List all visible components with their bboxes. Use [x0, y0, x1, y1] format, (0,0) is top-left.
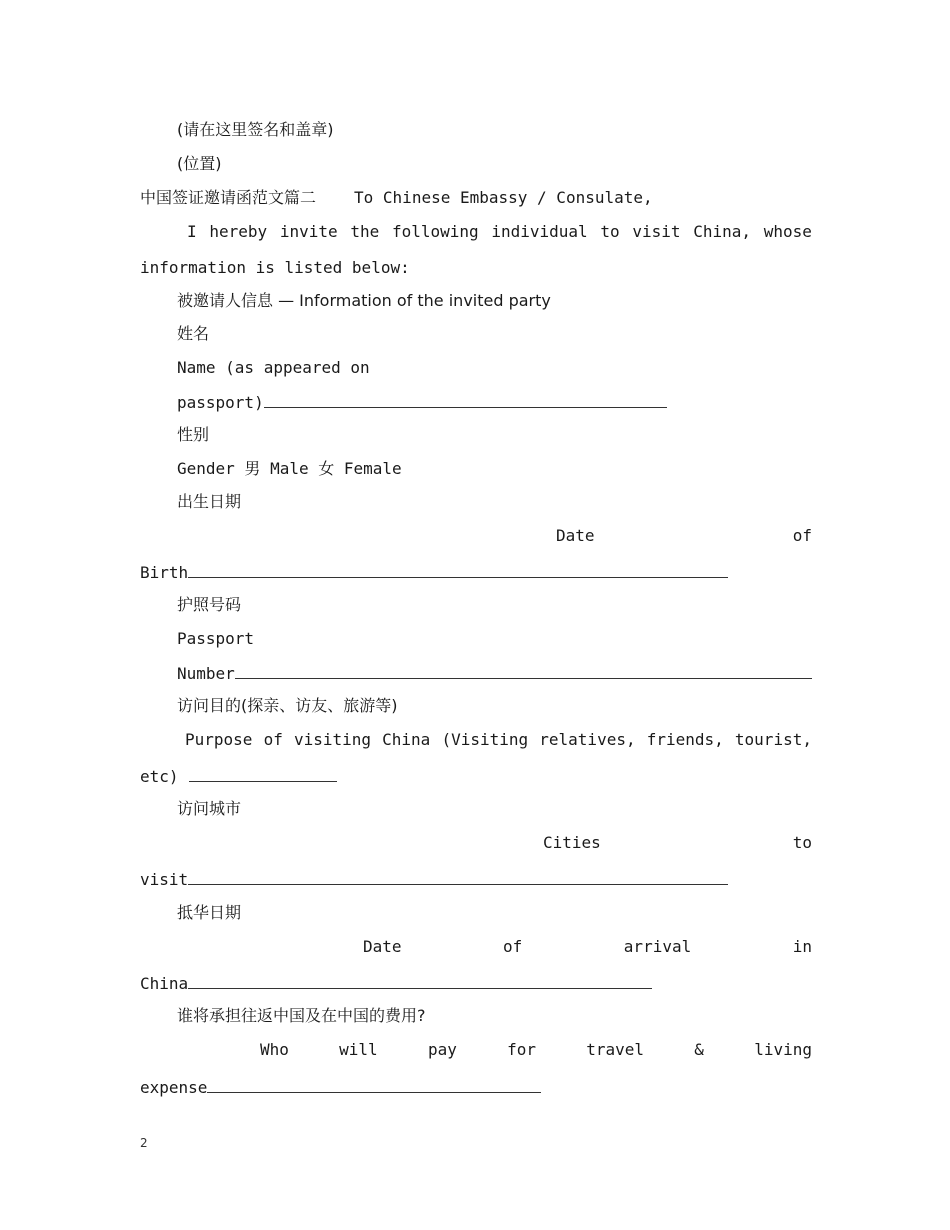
expense-blank-field[interactable] [207, 1075, 541, 1093]
cities-label-en-1 [543, 831, 812, 855]
dob-label-en-1 [556, 524, 812, 548]
purpose-word: tourist, [734, 730, 812, 749]
expense-label-en-2: expense [140, 1078, 208, 1097]
intro-word: following [391, 222, 479, 241]
name-label-cn: 姓名 [177, 324, 210, 343]
arrival-word: of [503, 937, 523, 956]
heading-en: To Chinese Embassy / Consulate, [354, 188, 653, 207]
intro-line-2: information is listed below: [140, 258, 410, 277]
passport-label-en-1: Passport [177, 629, 255, 648]
purpose-label-cn: 访问目的(探亲、访友、旅游等) [177, 696, 398, 715]
cities-label-en-2: visit [140, 870, 189, 889]
intro-word: China, [693, 222, 752, 241]
position-note: (位置) [177, 154, 222, 173]
expense-word: will [339, 1040, 378, 1059]
cities-field-row [140, 867, 812, 891]
purpose-blank-field[interactable] [189, 764, 337, 782]
dob-word: of [792, 526, 812, 545]
dob-label-en-2: Birth [140, 563, 189, 582]
dob-blank-field[interactable] [188, 560, 728, 578]
expense-word: for [507, 1040, 536, 1059]
purpose-word: visiting [293, 730, 372, 749]
dob-field-row [140, 560, 812, 584]
gender-label-cn: 性别 [177, 425, 210, 444]
expense-field-row [140, 1075, 812, 1099]
expense-word: pay [427, 1040, 457, 1059]
arrival-blank-field[interactable] [188, 971, 652, 989]
intro-word: invite [279, 222, 338, 241]
purpose-word: (Visiting [441, 730, 529, 749]
purpose-word: relatives, [539, 730, 636, 749]
gender-options: Gender 男 Male 女 Female [177, 459, 402, 478]
expense-word: living [754, 1040, 812, 1059]
cities-label-cn: 访问城市 [177, 799, 242, 818]
arrival-label-en-2: China [140, 974, 189, 993]
sign-seal-note: (请在这里签名和盖章) [177, 120, 334, 139]
intro-line-1 [187, 220, 812, 244]
cities-blank-field[interactable] [188, 867, 728, 885]
intro-word: to [600, 222, 620, 241]
expense-word: Who [260, 1040, 289, 1059]
dob-label-cn: 出生日期 [177, 492, 242, 511]
expense-label-en-1 [260, 1038, 812, 1062]
intro-word: the [350, 222, 380, 241]
arrival-word: arrival [623, 937, 692, 956]
page-number: 2 [140, 1136, 148, 1150]
passport-label-en-2: Number [177, 664, 235, 683]
name-blank-field[interactable] [264, 390, 667, 408]
purpose-word: China [382, 730, 431, 749]
cities-word: to [792, 833, 812, 852]
purpose-field-row [140, 764, 812, 788]
purpose-word: friends, [646, 730, 724, 749]
expense-label-cn: 谁将承担往返中国及在中国的费用? [177, 1006, 426, 1025]
dob-word: Date [556, 526, 595, 545]
name-label-en-2: passport) [177, 393, 264, 412]
arrival-label-cn: 抵华日期 [177, 903, 242, 922]
cities-word: Cities [543, 833, 601, 852]
letter-heading [140, 186, 812, 210]
purpose-word: Purpose [185, 730, 253, 749]
passport-blank-field[interactable] [235, 661, 812, 679]
passport-field-row [177, 661, 812, 685]
purpose-word: of [263, 730, 283, 749]
invitee-section-label: 被邀请人信息 — Information of the invited party [177, 291, 551, 310]
expense-word: travel [586, 1040, 645, 1059]
invitee-section-title [177, 289, 812, 313]
arrival-field-row [140, 971, 812, 995]
intro-word: I [187, 222, 197, 241]
passport-label-cn: 护照号码 [177, 595, 242, 614]
intro-word: individual [491, 222, 588, 241]
name-label-en-1: Name (as appeared on [177, 358, 370, 377]
heading-cn: 中国签证邀请函范文篇二 [140, 188, 317, 207]
expense-word: & [694, 1040, 704, 1059]
intro-word: visit [632, 222, 681, 241]
intro-word: whose [763, 222, 812, 241]
purpose-label-en-1 [185, 728, 812, 752]
name-field-row [177, 390, 812, 414]
arrival-word: Date [363, 937, 402, 956]
purpose-label-en-2: etc) [140, 767, 179, 786]
arrival-word: in [792, 937, 812, 956]
intro-word: hereby [209, 222, 268, 241]
arrival-label-en-1 [363, 935, 812, 959]
